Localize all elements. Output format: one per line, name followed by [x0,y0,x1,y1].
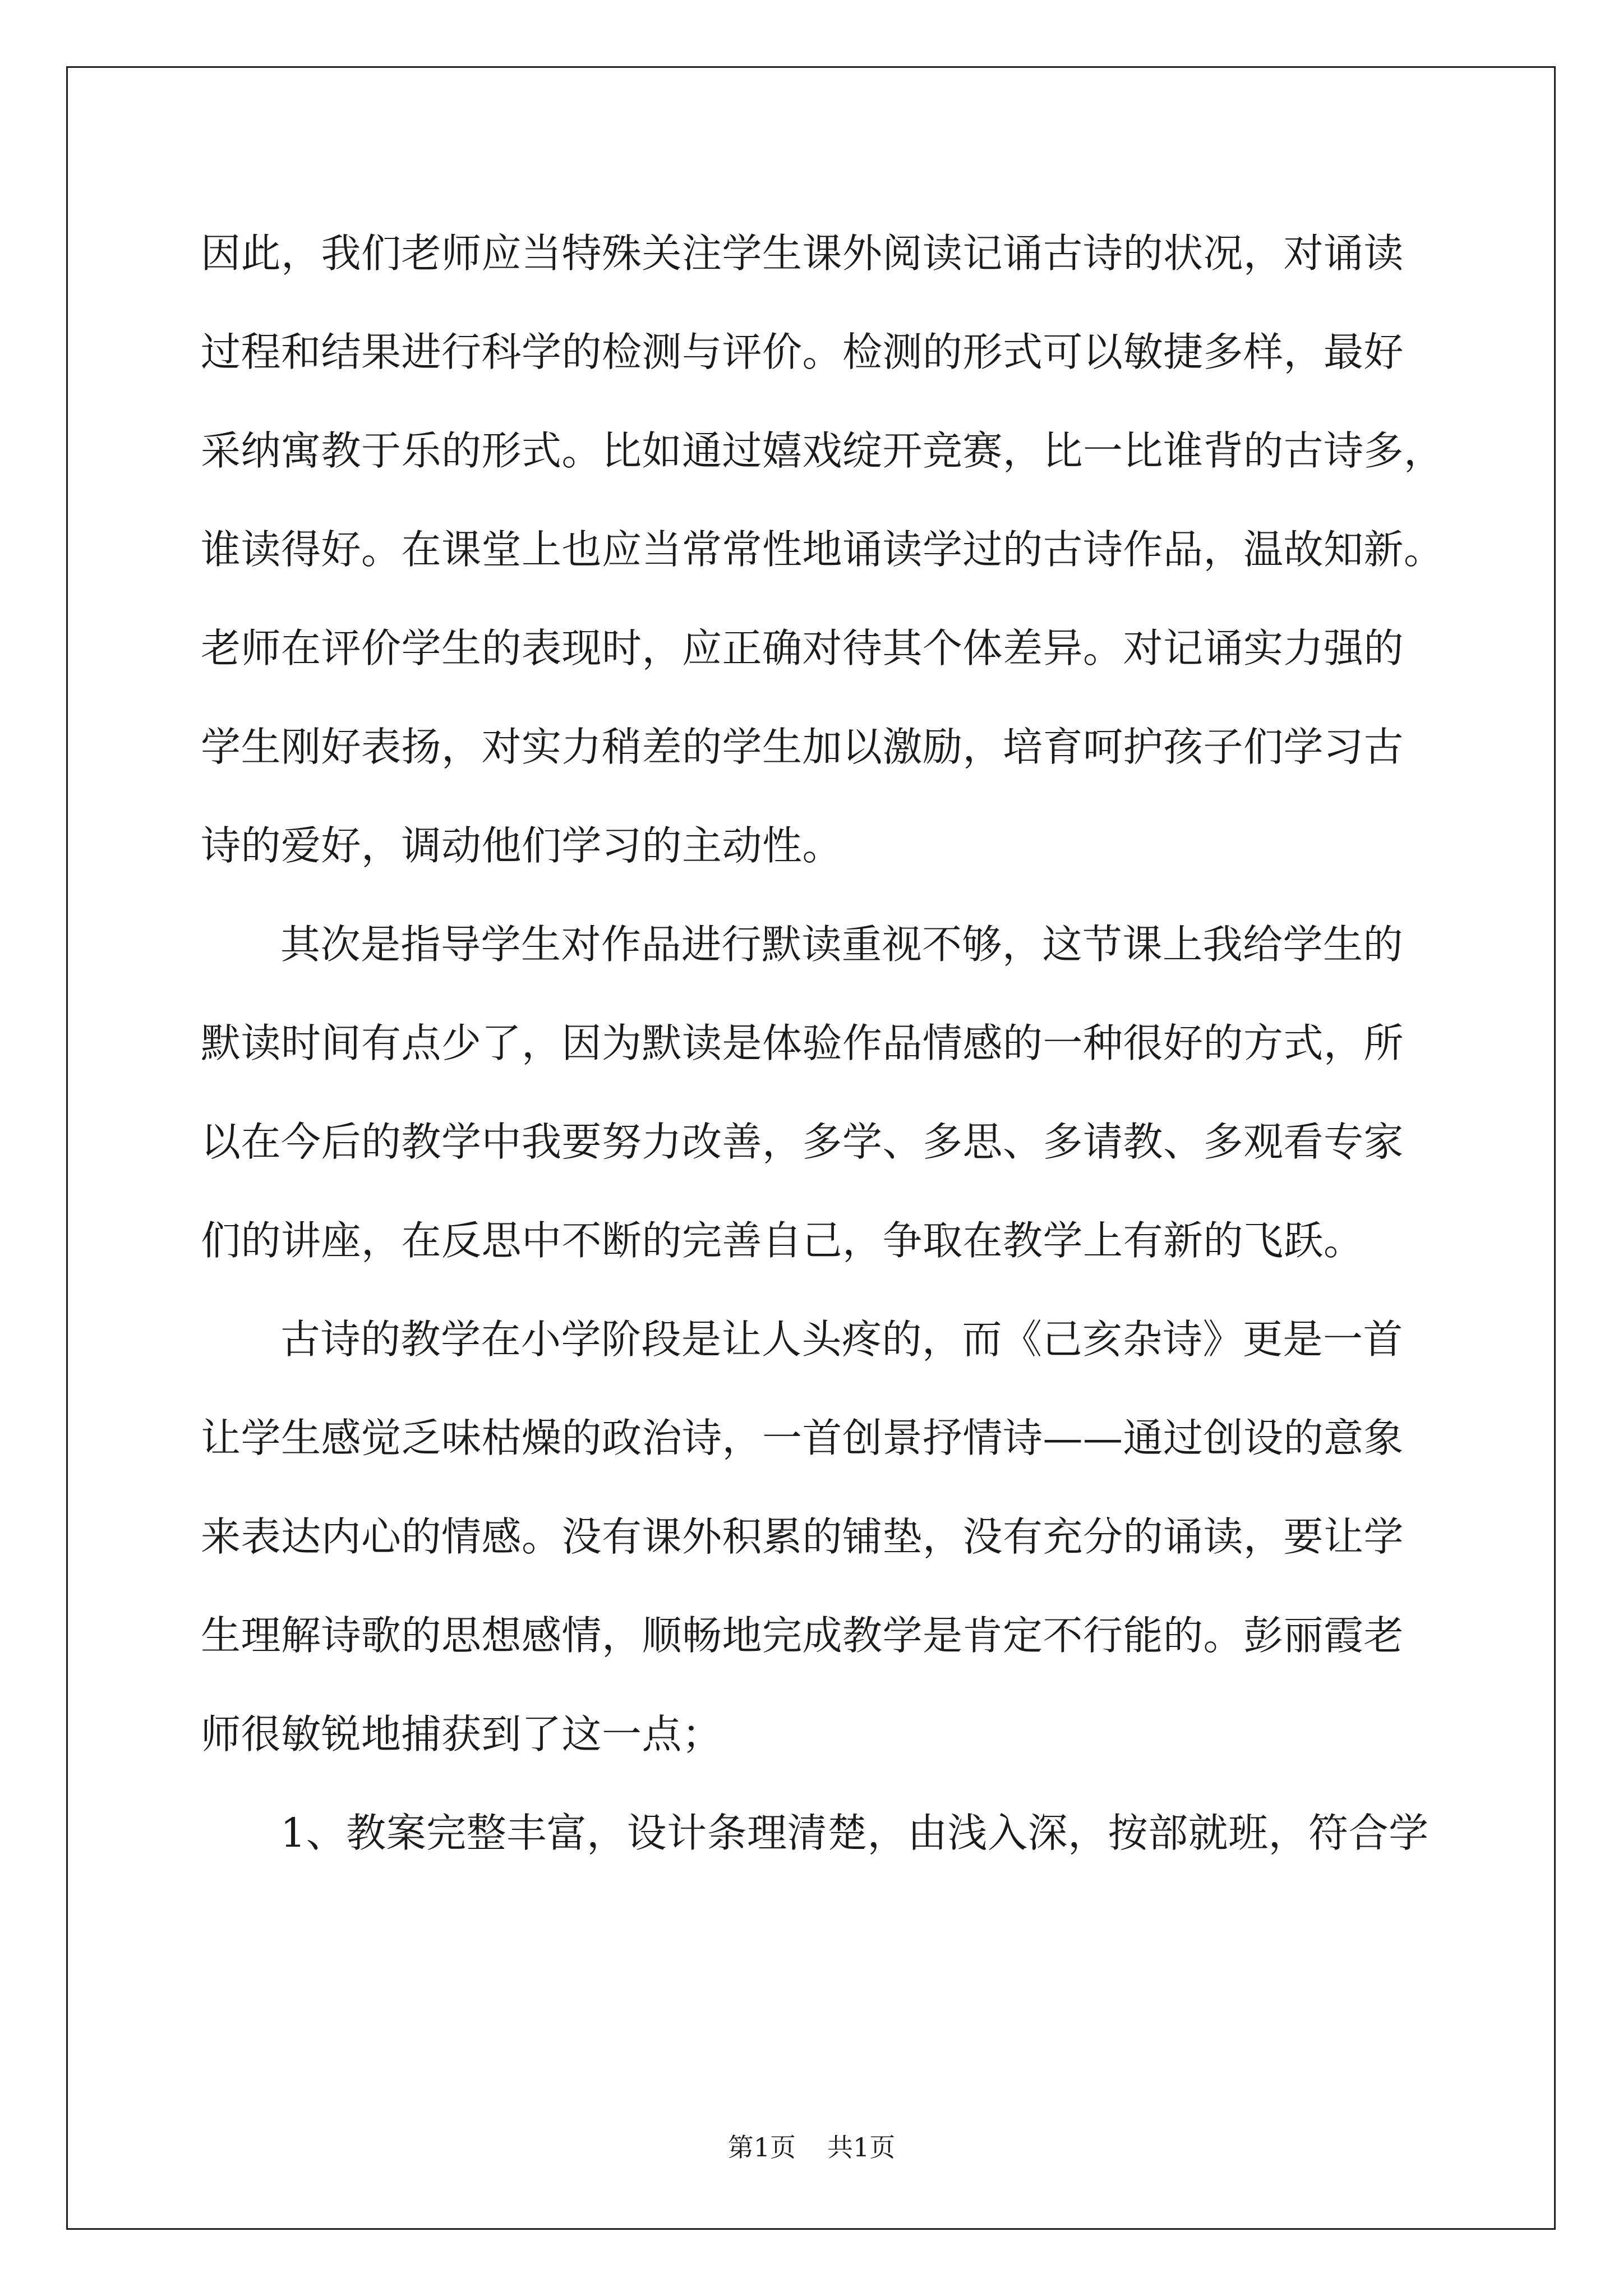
page-total: 共1页 [827,2132,896,2162]
text-line: 谁读得好。在课堂上也应当常常性地诵读学过的古诗作品，温故知新。 [201,526,1444,573]
text-line: 默读时间有点少了，因为默读是体验作品情感的一种很好的方式，所 [201,1020,1404,1066]
text-line: 们的讲座，在反思中不断的完善自己，争取在教学上有新的飞跃。 [201,1217,1364,1264]
document-body [201,220,1444,1898]
paragraph-start-line: 其次是指导学生对作品进行默读重视不够，这节课上我给学生的 [280,921,1404,968]
text-line: 因此，我们老师应当特殊关注学生课外阅读记诵古诗的状况，对诵读 [201,230,1404,277]
text-line: 来表达内心的情感。没有课外积累的铺垫，没有充分的诵读，要让学 [201,1513,1404,1560]
paragraph-start-line: 古诗的教学在小学阶段是让人头疼的，而《己亥杂诗》更是一首 [280,1316,1404,1363]
text-line: 生理解诗歌的思想感情，顺畅地完成教学是肯定不行能的。彭丽霞老 [201,1612,1404,1659]
text-line: 诗的爱好，调动他们学习的主动性。 [201,822,843,869]
text-line: 学生刚好表扬，对实力稍差的学生加以激励，培育呵护孩子们学习古 [201,724,1404,770]
page-footer [0,2131,1623,2164]
text-line: 以在今后的教学中我要努力改善，多学、多思、多请教、多观看专家 [201,1119,1404,1165]
text-line: 让学生感觉乏味枯燥的政治诗，一首创景抒情诗——通过创设的意象 [201,1415,1404,1461]
text-line: 师很敏锐地捕获到了这一点； [201,1711,722,1757]
text-line: 过程和结果进行科学的检测与评价。检测的形式可以敏捷多样，最好 [201,329,1404,375]
text-line: 老师在评价学生的表现时，应正确对待其个体差异。对记诵实力强的 [201,625,1404,671]
page-number: 第1页 [727,2132,796,2162]
text-line: 采纳寓教于乐的形式。比如通过嬉戏绽开竞赛，比一比谁背的古诗多， [201,427,1444,474]
paragraph-start-line: 1、教案完整丰富，设计条理清楚，由浅入深，按部就班，符合学 [280,1810,1429,1856]
